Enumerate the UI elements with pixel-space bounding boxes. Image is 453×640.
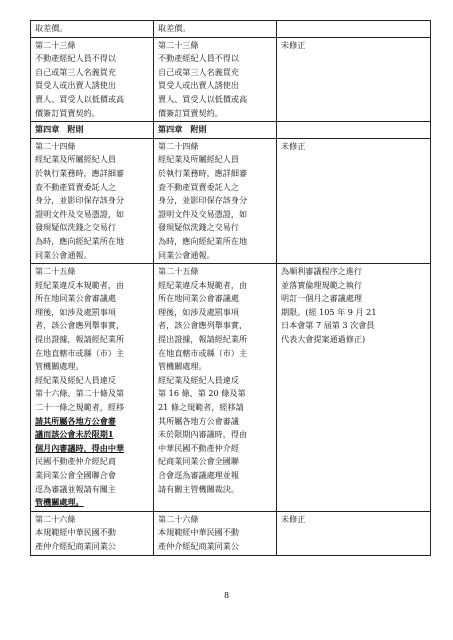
amended-provision-cell xyxy=(31,21,154,38)
provision-text-line: 查不動產買賣委託人之 xyxy=(35,181,116,192)
provision-text-line: 第四章 附則 xyxy=(35,124,84,135)
explanation-text-line: 代表大會提案通過修正) xyxy=(281,334,366,345)
explanation-text-line: 為順利審議程序之進行 xyxy=(281,266,362,277)
explanation-cell xyxy=(277,37,431,122)
provision-text-line: 經紀業及經紀人員違反 xyxy=(158,374,239,385)
table-body xyxy=(31,21,431,556)
amended-provision-cell xyxy=(31,511,154,555)
explanation-text-line: 並落實倫理規範之執行 xyxy=(281,279,362,290)
provision-text-line: 合會逕為審議處理並報 xyxy=(158,470,239,480)
provision-text-line: 中華民國不動產仲介經 xyxy=(158,442,239,453)
provision-text-line: 所在地同業公會審議處 xyxy=(158,293,239,304)
chapter-heading-row xyxy=(31,122,431,139)
provision-text-line: 請有關主管機關裁決。 xyxy=(158,483,239,494)
provision-text-line: 第二十六條 xyxy=(158,513,199,524)
provision-text-line: 請其所屬各地方公會審 xyxy=(35,415,116,426)
provision-text-line: 二十一條之規範者，經移 xyxy=(35,402,125,413)
provision-text-line: 身分，並影印保存該身分 xyxy=(158,195,248,206)
provision-text-line: 第二十三條 xyxy=(158,39,199,50)
provision-text-line: 理後，如涉及處罰事項 xyxy=(35,306,116,317)
provision-text-line: 在地直轄市或縣（市）主 xyxy=(158,347,248,358)
provision-text-line: 證明文件及交易憑證，如 xyxy=(35,208,125,219)
explanation-cell xyxy=(277,138,431,263)
explanation-cell xyxy=(277,264,431,512)
current-provision-cell xyxy=(154,264,277,512)
provision-text-line: 經紀業違反本規範者，由 xyxy=(35,279,125,290)
provision-text-line: 未修正 xyxy=(281,39,306,50)
page-number: 8 xyxy=(223,591,230,600)
provision-text-line: 發現疑似洗錢之交易行 xyxy=(35,222,116,233)
provision-text-line: 第二十四條 xyxy=(35,140,76,151)
explanation-text-line: 日本會第 7 屆第 3 次會員 xyxy=(281,320,375,331)
explanation-cell xyxy=(277,511,431,555)
provision-text-line: 不動產經紀人員不得以 xyxy=(35,53,116,64)
provision-text-line: 買受人或出賣人誘使出 xyxy=(35,80,116,91)
provision-text-line: 第二十六條 xyxy=(35,513,76,524)
provision-text-line: 第二十五條 xyxy=(35,266,76,277)
explanation-text-line: 明訂一個月之審議處理 xyxy=(281,293,362,304)
amended-provision-cell xyxy=(31,264,154,512)
provision-text-line: 提出證據，報請經紀業所 xyxy=(35,334,125,345)
provision-text-line: 取差價。 xyxy=(35,23,68,33)
provision-text-line: 第十六條、第二十條及第 xyxy=(35,388,125,399)
provision-text-line: 不動產經紀人員不得以 xyxy=(158,53,239,64)
amendment-comparison-table xyxy=(30,20,431,556)
provision-text-line: 買受人或出賣人誘使出 xyxy=(158,80,239,91)
current-provision-cell xyxy=(154,138,277,263)
provision-text-line: 民國不動產仲介經紀商 xyxy=(35,456,116,467)
current-provision-cell xyxy=(154,122,277,139)
provision-text-line: 業同業公會全國聯合會 xyxy=(35,470,116,480)
provision-text-line: 紀商業同業公會全國聯 xyxy=(158,456,239,467)
provision-text-line: 於執行業務時，應詳細審 xyxy=(35,167,125,178)
explanation-cell xyxy=(277,122,431,139)
current-provision-cell xyxy=(154,21,277,38)
provision-text-line: 未於限期內審議時，得由 xyxy=(158,429,248,440)
provision-text-line: 第二十五條 xyxy=(158,266,199,277)
provision-text-line: 21 條之規範者，經移請 xyxy=(158,402,244,413)
provision-text-line: 自己或第三人名義買充 xyxy=(158,66,239,77)
provision-text-line: 為時，應向經紀業所在地 xyxy=(35,235,125,246)
provision-text-line: 查不動產買賣委託人之 xyxy=(158,181,239,192)
provision-text-line: 賣人、買受人以低價或高 xyxy=(158,93,248,104)
provision-text-line: 第 16 條、第 20 條及第 xyxy=(158,388,246,399)
provision-text-line: 自己或第三人名義買充 xyxy=(35,66,116,77)
provision-text-line: 其所屬各地方公會審議 xyxy=(158,415,239,426)
amended-provision-cell xyxy=(31,138,154,263)
table-row xyxy=(31,138,431,263)
table-row xyxy=(31,511,431,555)
table-row xyxy=(31,37,431,122)
provision-text-line: 為時，應向經紀業所在地 xyxy=(158,235,248,246)
provision-text-line: 經紀業及所屬經紀人員 xyxy=(158,154,239,165)
provision-text-line: 者，該公會應列舉事實， xyxy=(35,320,125,331)
provision-text-line: 於執行業務時，應詳細審 xyxy=(158,167,248,178)
provision-text-line: 價簽訂買賣契約。 xyxy=(158,107,223,118)
provision-text-line: 第四章 附則 xyxy=(158,124,207,135)
current-provision-cell xyxy=(154,511,277,555)
provision-text-line: 第二十四條 xyxy=(158,140,199,151)
provision-text-line: 管機關處理。 xyxy=(158,361,207,372)
provision-text-line: 議而該公會未於限期1 xyxy=(35,429,114,440)
provision-text-line: 發現疑似洗錢之交易行 xyxy=(158,222,239,233)
provision-text-line: 未修正 xyxy=(281,513,306,524)
provision-text-line: 在地直轄市或縣（市）主 xyxy=(35,347,125,358)
provision-text-line: 未修正 xyxy=(281,140,306,151)
provision-text-line: 所在地同業公會審議處 xyxy=(35,293,116,304)
provision-text-line: 第二十三條 xyxy=(35,39,76,50)
amended-provision-cell xyxy=(31,122,154,139)
provision-text-line: 同業公會通報。 xyxy=(158,249,215,260)
provision-text-line: 產仲介經紀商業同業公 xyxy=(158,540,239,551)
provision-text-line: 身分，並影印保存該身分 xyxy=(35,195,125,206)
provision-text-line: 管機關處理。 xyxy=(35,497,84,508)
provision-text-line: 取差價。 xyxy=(158,23,191,33)
provision-text-line: 經紀業違反本規範者，由 xyxy=(158,279,248,290)
provision-text-line: 理後，如涉及處罰事項 xyxy=(158,306,239,317)
provision-text-line: 個月內審議時，得由中華 xyxy=(35,442,125,453)
explanation-cell xyxy=(277,21,431,38)
provision-text-line: 價簽訂買賣契約。 xyxy=(35,107,100,118)
current-provision-cell xyxy=(154,37,277,122)
provision-text-line: 同業公會通報。 xyxy=(35,249,92,260)
table-row xyxy=(31,264,431,512)
provision-text-line: 本規範經中華民國不動 xyxy=(35,527,116,538)
provision-text-line: 者，該公會應列舉事實， xyxy=(158,320,248,331)
provision-text-line: 提出證據，報請經紀業所 xyxy=(158,334,248,345)
table-row xyxy=(31,21,431,38)
provision-text-line: 產仲介經紀商業同業公 xyxy=(35,540,116,551)
provision-text-line: 本規範經中華民國不動 xyxy=(158,527,239,538)
amended-provision-cell xyxy=(31,37,154,122)
provision-text-line: 經紀業及經紀人員違反 xyxy=(35,374,116,385)
explanation-text-line: 期限。(經 105 年 9 月 21 xyxy=(281,306,377,317)
provision-text-line: 賣人、買受人以低價或高 xyxy=(35,93,125,104)
provision-text-line: 管機關處理。 xyxy=(35,361,84,372)
provision-text-line: 經紀業及所屬經紀人員 xyxy=(35,154,116,165)
provision-text-line: 逕為審議並報請有關主 xyxy=(35,483,116,494)
provision-text-line: 證明文件及交易憑證，如 xyxy=(158,208,248,219)
